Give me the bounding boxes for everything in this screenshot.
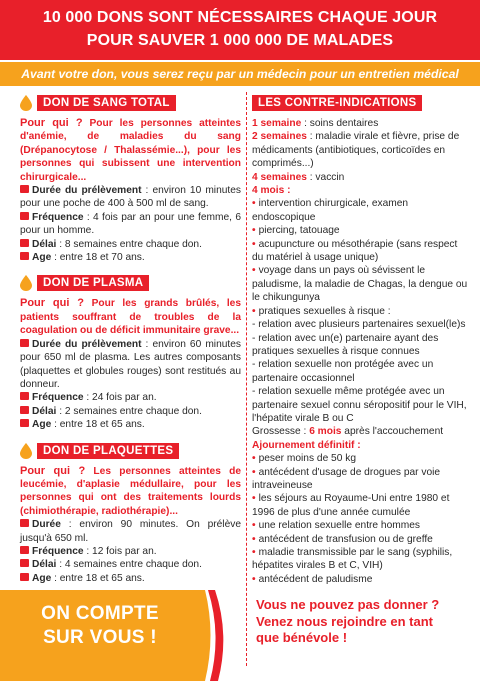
- grossesse-line: Grossesse : 6 mois après l'accouchement: [252, 426, 444, 438]
- bullet-icon: [20, 392, 29, 400]
- frequence-item: Fréquence : 12 fois par an.: [20, 545, 241, 558]
- bullet-icon: [20, 185, 29, 193]
- bullet-icon: [20, 406, 29, 414]
- who-text: Pour qui ? Pour les personnes atteintes d'anémie, de maladies du sang (Drépanocytose / Thalassémie...), pour les personnes qui subissent une intervention chirurgicale...: [20, 117, 241, 183]
- delai-item: Délai : 8 semaines entre chaque don.: [20, 238, 241, 251]
- list-item: • pratiques sexuelles à risque :: [252, 305, 391, 317]
- list-item: • voyage dans un pays où sévissent le paludisme, la maladie de Chagas, la dengue ou le chikungunya: [252, 265, 468, 304]
- ajournement-label: Ajournement définitif :: [252, 439, 361, 451]
- list-item: • peser moins de 50 kg: [252, 453, 356, 465]
- column-divider: [246, 92, 247, 666]
- left-column: [20, 94, 241, 595]
- drop-icon: [20, 443, 32, 459]
- age-item: Age : entre 18 et 70 ans.: [20, 251, 241, 264]
- drop-icon: [20, 275, 32, 291]
- list-item: • les séjours au Royaume-Uni entre 1980 et 1996 de plus d'une année cumulée: [252, 493, 450, 518]
- section-plaquettes: [20, 442, 241, 586]
- drop-icon: [20, 95, 32, 111]
- list-item: • antécédent de transfusion ou de greffe: [252, 533, 433, 545]
- risk-item: - relation sexuelle même protégée avec un partenaire sexuel connu séropositif pour le VIH, l'hépatite virale B ou C: [252, 386, 467, 424]
- section-title: DON DE PLASMA: [37, 275, 149, 291]
- bullet-icon: [20, 519, 29, 527]
- contre-4-semaines: 4 semaines : vaccin: [252, 171, 345, 183]
- list-item: • acupuncture ou mésothérapie (sans respect du matériel à usage unique): [252, 238, 458, 264]
- cta-text: [0, 602, 200, 650]
- closing-message: [256, 597, 472, 647]
- header-line-1: 10 000 DONS SONT NÉCESSAIRES CHAQUE JOUR: [42, 9, 438, 26]
- age-item: Age : entre 18 et 65 ans.: [20, 572, 241, 585]
- page-header: [0, 0, 480, 60]
- bullet-icon: [20, 573, 29, 581]
- contre-4-mois-label: 4 mois :: [252, 185, 291, 197]
- cta-banner: [0, 590, 240, 680]
- closing-line-3: que bénévole !: [256, 630, 348, 645]
- bullet-icon: [20, 419, 29, 427]
- risk-item: - relation avec un(e) partenaire ayant des pratiques sexuelles à risque connues: [252, 332, 439, 357]
- who-text: Pour qui ? Pour les grands brûlés, les patients souffrant de troubles de la coagulation ou de déficit immunitaire grave...: [20, 297, 241, 337]
- list-item: • une relation sexuelle entre hommes: [252, 520, 420, 532]
- closing-line-2: Venez nous rejoindre en tant: [256, 613, 433, 629]
- section-plasma: [20, 274, 241, 431]
- bullet-icon: [20, 252, 29, 260]
- list-item: • antécédent d'usage de drogues par voie intraveineuse: [252, 466, 441, 491]
- bullet-icon: [20, 239, 29, 247]
- age-item: Age : entre 18 et 65 ans.: [20, 418, 241, 431]
- cta-line-2: SUR VOUS !: [43, 627, 157, 648]
- who-text: Pour qui ? Les personnes atteintes de leucémie, d'aplasie médullaire, pour les personnes qui ont des traitements lourds (chimiothérapie, radiothérapie)...: [20, 464, 241, 517]
- section-title: DON DE SANG TOTAL: [37, 95, 176, 111]
- duree-item: Durée : environ 90 minutes. On prélève jusqu'à 650 ml.: [20, 519, 241, 544]
- risk-item: - relation avec plusieurs partenaires sexuel(le)s: [252, 319, 466, 331]
- list-item: • maladie transmissible par le sang (syphilis, hépatites virales B et C, VIH): [252, 547, 453, 572]
- bullet-icon: [20, 212, 29, 220]
- cta-line-1: ON COMPTE: [41, 603, 159, 624]
- delai-item: Délai : 4 semaines entre chaque don.: [20, 558, 241, 571]
- frequence-item: Fréquence : 4 fois par an pour une femme, 6 pour un homme.: [20, 211, 241, 237]
- duree-item: Durée du prélèvement : environ 60 minutes pour 650 ml de plasma. Les autres composants (plaquettes et globules rouges) sont restitués au donneur.: [20, 338, 241, 390]
- frequence-item: Fréquence : 24 fois par an.: [20, 391, 241, 404]
- bullet-icon: [20, 546, 29, 554]
- header-line-2: POUR SAUVER 1 000 000 DE MALADES: [86, 32, 394, 49]
- contre-indications-title: LES CONTRE-INDICATIONS: [252, 95, 422, 111]
- section-title: DON DE PLAQUETTES: [37, 443, 179, 459]
- list-item: • antécédent de paludisme: [252, 573, 373, 585]
- right-column: [252, 94, 470, 586]
- delai-item: Délai : 2 semaines entre chaque don.: [20, 405, 241, 418]
- closing-line-1: Vous ne pouvez pas donner ?: [256, 597, 440, 612]
- list-item: • piercing, tatouage: [252, 225, 340, 237]
- subtitle-bar: Avant votre don, vous serez reçu par un médecin pour un entretien médical: [0, 62, 480, 86]
- contre-2-semaines: 2 semaines : maladie virale et fièvre, prise de médicaments (antibiotiques, corticoïdes en comprimés...): [252, 131, 460, 170]
- section-sang: [20, 94, 241, 264]
- list-item: • intervention chirurgicale, examen endoscopique: [252, 198, 409, 223]
- bullet-icon: [20, 559, 29, 567]
- contre-1-semaine: 1 semaine : soins dentaires: [252, 118, 379, 129]
- risk-item: - relation sexuelle non protégée avec un partenaire occasionnel: [252, 359, 434, 384]
- bullet-icon: [20, 339, 29, 347]
- duree-item: Durée du prélèvement : environ 10 minutes pour une poche de 400 à 500 ml de sang.: [20, 185, 241, 210]
